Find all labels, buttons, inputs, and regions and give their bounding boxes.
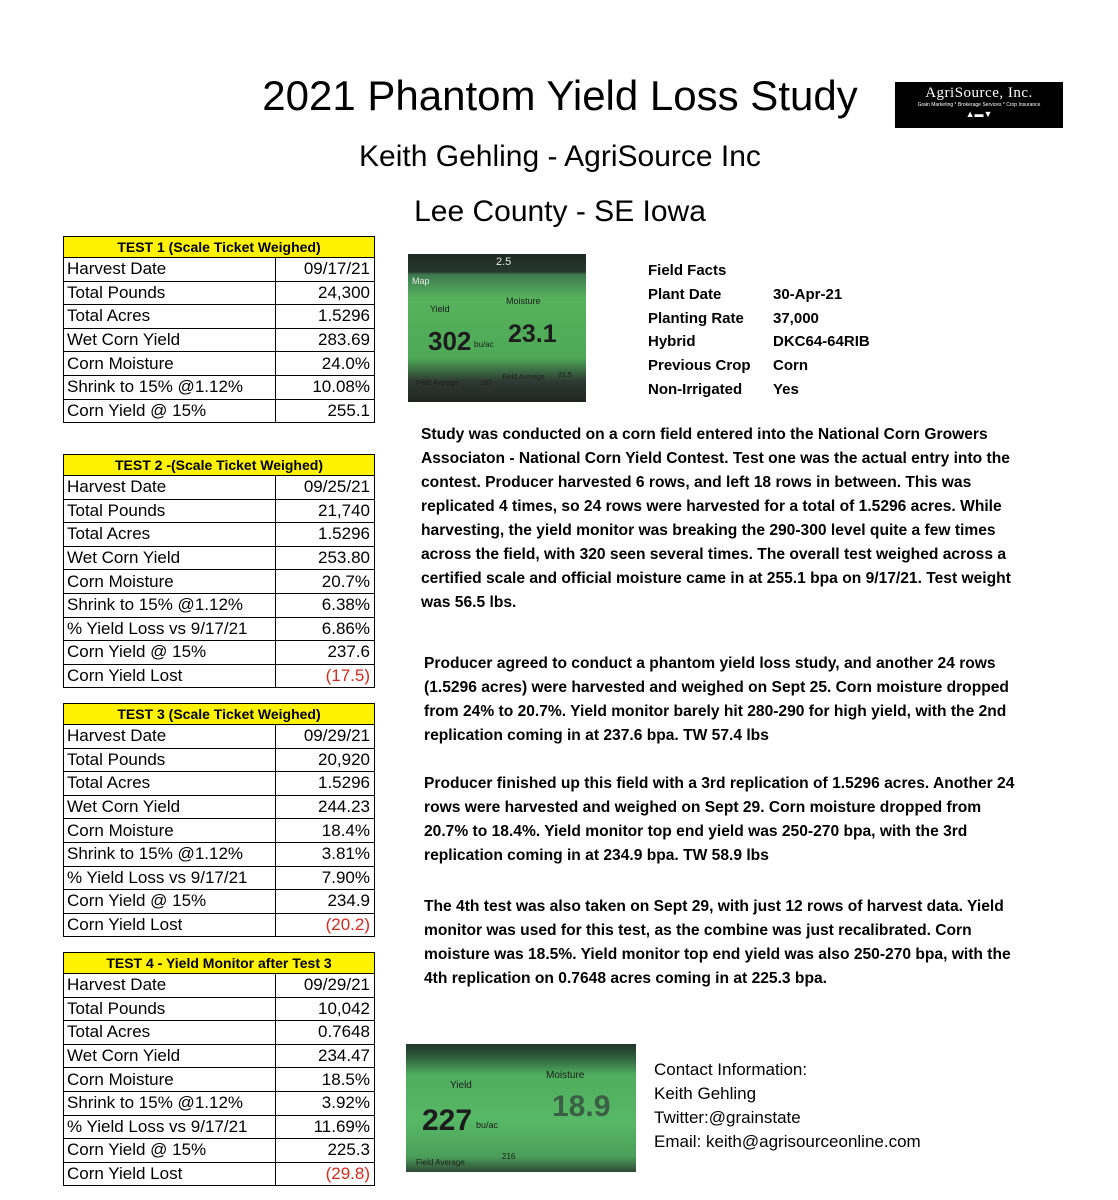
test-1-table [63, 236, 375, 423]
table-row [64, 328, 375, 352]
table-row [64, 352, 375, 376]
table-row [64, 499, 375, 523]
moisture-label: Moisture [546, 1070, 585, 1081]
table-row [64, 664, 375, 688]
row-label: Total Acres [64, 772, 276, 796]
row-label: Total Pounds [64, 997, 276, 1021]
fact-value: Corn [773, 357, 808, 374]
row-label: Wet Corn Yield [64, 546, 276, 570]
row-value: 18.5% [276, 1068, 375, 1092]
row-value: 09/29/21 [276, 974, 375, 998]
yield-monitor-photo-1 [408, 254, 586, 402]
table-row [64, 974, 375, 998]
row-value: 3.92% [276, 1091, 375, 1115]
table-row [64, 997, 375, 1021]
row-label: Shrink to 15% @1.12% [64, 1091, 276, 1115]
speed-readout: 2.5 [496, 256, 512, 268]
table-row [64, 1139, 375, 1163]
study-paragraph: Producer agreed to conduct a phantom yield loss study, and another 24 rows (1.5296 acres) were harvested and weighed on Sept 25. Corn moisture dropped from 24% to 20.7%. Yield monitor barely hit 280-290 for high yield, with the 2nd replication coming in at 237.6 bpa. TW 57.4 lbs [424, 655, 1009, 744]
row-value: 0.7648 [276, 1021, 375, 1045]
row-label: % Yield Loss vs 9/17/21 [64, 1115, 276, 1139]
table-row [64, 1021, 375, 1045]
row-value: 10.08% [276, 375, 375, 399]
contact-twitter: Twitter:@grainstate [654, 1108, 801, 1127]
row-label: Total Pounds [64, 499, 276, 523]
table-row [64, 258, 375, 282]
row-label: Corn Yield Lost [64, 913, 276, 937]
row-label: Corn Yield @ 15% [64, 1139, 276, 1163]
field-average-value: 216 [502, 1152, 516, 1161]
location-subtitle: Lee County - SE Iowa [414, 195, 706, 228]
table-row [64, 866, 375, 890]
row-value: 11.69% [276, 1115, 375, 1139]
table-row [64, 641, 375, 665]
table-row [64, 375, 375, 399]
field-average-label: Field Average [416, 1158, 465, 1167]
table-row [64, 1044, 375, 1068]
row-value: 1.5296 [276, 523, 375, 547]
table-row [64, 913, 375, 937]
yield-value: 302 [428, 326, 472, 356]
study-paragraph: The 4th test was also taken on Sept 29, with just 12 rows of harvest data. Yield monitor was used for this test, as the combine was just recalibrated. Corn moisture was 18.5%. Yield monitor top end yield was also 250-270 bpa, with the 4th replication on 0.7648 acres coming in at 225.3 bpa. [424, 898, 1011, 987]
yield-unit: bu/ac [474, 340, 494, 349]
table-title: TEST 3 (Scale Ticket Weighed) [64, 704, 375, 725]
logo-tagline: Grain Marketing * Brokerage Services * Crop Insurance [917, 102, 1041, 108]
yield-label: Yield [450, 1080, 472, 1091]
table-row [64, 570, 375, 594]
row-value: 09/25/21 [276, 476, 375, 500]
row-value: 09/29/21 [276, 725, 375, 749]
fact-label: Planting Rate [648, 310, 744, 327]
row-label: Corn Moisture [64, 1068, 276, 1092]
row-value: (17.5) [276, 664, 375, 688]
fact-value: 30-Apr-21 [773, 286, 843, 303]
row-value: 1.5296 [276, 772, 375, 796]
study-paragraph: Study was conducted on a corn field entered into the National Corn Growers Associaton - National Corn Yield Contest. Test one was the actual entry into the contest. Producer harvested 6 rows, and left 18 rows in between. This was replicated 4 times, so 24 rows were harvested for a total of 1.5296 acres. While harvesting, the yield monitor was breaking the 290-300 level quite a few times across the field, with 320 seen several times. The overall test weighed across a certified scale and official moisture came in at 255.1 bpa on 9/17/21. Test weight was 56.5 lbs. [421, 426, 1011, 611]
row-label: Corn Yield Lost [64, 664, 276, 688]
test-4-table [63, 952, 375, 1186]
row-label: % Yield Loss vs 9/17/21 [64, 617, 276, 641]
row-label: Harvest Date [64, 725, 276, 749]
row-label: Corn Moisture [64, 819, 276, 843]
logo-name: AgriSource, Inc. [925, 85, 1033, 101]
row-value: 225.3 [276, 1139, 375, 1163]
table-title: TEST 2 -(Scale Ticket Weighed) [64, 455, 375, 476]
bull-bear-icon: ▲▬▼ [965, 109, 993, 119]
test-3-table [63, 703, 375, 937]
contact-name: Keith Gehling [654, 1084, 757, 1103]
table-row [64, 772, 375, 796]
moisture-value: 18.9 [552, 1090, 611, 1123]
row-label: Corn Moisture [64, 352, 276, 376]
row-value: 237.6 [276, 641, 375, 665]
table-row [64, 1091, 375, 1115]
table-row [64, 1115, 375, 1139]
table-row [64, 305, 375, 329]
table-row [64, 399, 375, 423]
row-value: 09/17/21 [276, 258, 375, 282]
row-label: Wet Corn Yield [64, 328, 276, 352]
row-value: 24.0% [276, 352, 375, 376]
table-row [64, 795, 375, 819]
study-paragraph: Producer finished up this field with a 3rd replication of 1.5296 acres. Another 24 rows were harvested and weighed on Sept 29. Corn moisture dropped from 20.7% to 18.4%. Yield monitor top end yield was 250-270 bpa, with the 3rd replication coming in at 234.9 bpa. TW 58.9 lbs [424, 775, 1015, 864]
row-label: Corn Yield @ 15% [64, 890, 276, 914]
field-average-yield: 187 [480, 380, 492, 387]
table-row [64, 819, 375, 843]
test-2-table [63, 454, 375, 688]
row-value: 255.1 [276, 399, 375, 423]
author-subtitle: Keith Gehling - AgriSource Inc [359, 140, 761, 173]
table-row [64, 1162, 375, 1186]
row-value: 244.23 [276, 795, 375, 819]
table-row [64, 523, 375, 547]
fact-label: Non-Irrigated [648, 381, 743, 398]
moisture-label: Moisture [506, 296, 541, 306]
row-value: 234.9 [276, 890, 375, 914]
row-value: 21,740 [276, 499, 375, 523]
row-value: (29.8) [276, 1162, 375, 1186]
row-value: 10,042 [276, 997, 375, 1021]
contact-heading: Contact Information: [654, 1060, 808, 1079]
fact-label: Hybrid [648, 333, 696, 350]
yield-label: Yield [430, 304, 450, 314]
row-label: Total Pounds [64, 281, 276, 305]
fact-value: DKC64-64RIB [773, 333, 870, 350]
row-value: 234.47 [276, 1044, 375, 1068]
row-label: Wet Corn Yield [64, 795, 276, 819]
page-title: 2021 Phantom Yield Loss Study [262, 72, 858, 119]
field-average-label: Field Average [502, 374, 545, 381]
row-value: 20,920 [276, 748, 375, 772]
table-row [64, 842, 375, 866]
table-row [64, 890, 375, 914]
table-row [64, 617, 375, 641]
row-label: Wet Corn Yield [64, 1044, 276, 1068]
row-label: Total Acres [64, 523, 276, 547]
row-label: % Yield Loss vs 9/17/21 [64, 866, 276, 890]
row-value: 6.86% [276, 617, 375, 641]
agrisource-logo [895, 82, 1063, 128]
field-facts-heading: Field Facts [648, 262, 727, 279]
row-value: 7.90% [276, 866, 375, 890]
row-value: 283.69 [276, 328, 375, 352]
row-value: (20.2) [276, 913, 375, 937]
table-row [64, 593, 375, 617]
yield-monitor-photo-2 [406, 1044, 636, 1172]
row-value: 18.4% [276, 819, 375, 843]
row-value: 253.80 [276, 546, 375, 570]
row-label: Harvest Date [64, 476, 276, 500]
table-row [64, 1068, 375, 1092]
fact-value: Yes [773, 381, 799, 398]
contact-email: Email: keith@agrisourceonline.com [654, 1132, 921, 1151]
row-label: Corn Yield @ 15% [64, 641, 276, 665]
fact-label: Plant Date [648, 286, 722, 303]
table-row [64, 281, 375, 305]
row-label: Total Acres [64, 305, 276, 329]
yield-value: 227 [422, 1104, 473, 1137]
row-value: 24,300 [276, 281, 375, 305]
table-title: TEST 4 - Yield Monitor after Test 3 [64, 953, 375, 974]
row-label: Total Pounds [64, 748, 276, 772]
yield-unit: bu/ac [476, 1120, 499, 1130]
row-label: Corn Yield Lost [64, 1162, 276, 1186]
row-label: Corn Moisture [64, 570, 276, 594]
row-label: Shrink to 15% @1.12% [64, 593, 276, 617]
row-value: 20.7% [276, 570, 375, 594]
row-value: 6.38% [276, 593, 375, 617]
row-label: Shrink to 15% @1.12% [64, 842, 276, 866]
map-label: Map [412, 276, 430, 286]
fact-value: 37,000 [773, 310, 819, 327]
moisture-value: 23.1 [508, 320, 557, 348]
row-label: Harvest Date [64, 258, 276, 282]
fact-label: Previous Crop [648, 357, 751, 374]
row-label: Corn Yield @ 15% [64, 399, 276, 423]
table-row [64, 725, 375, 749]
row-label: Total Acres [64, 1021, 276, 1045]
row-value: 3.81% [276, 842, 375, 866]
row-value: 1.5296 [276, 305, 375, 329]
table-title: TEST 1 (Scale Ticket Weighed) [64, 237, 375, 258]
table-row [64, 546, 375, 570]
field-average-moisture: 22.5 [558, 372, 572, 379]
row-label: Shrink to 15% @1.12% [64, 375, 276, 399]
table-row [64, 748, 375, 772]
row-label: Harvest Date [64, 974, 276, 998]
field-average-label: Field Average [416, 380, 459, 387]
table-row [64, 476, 375, 500]
